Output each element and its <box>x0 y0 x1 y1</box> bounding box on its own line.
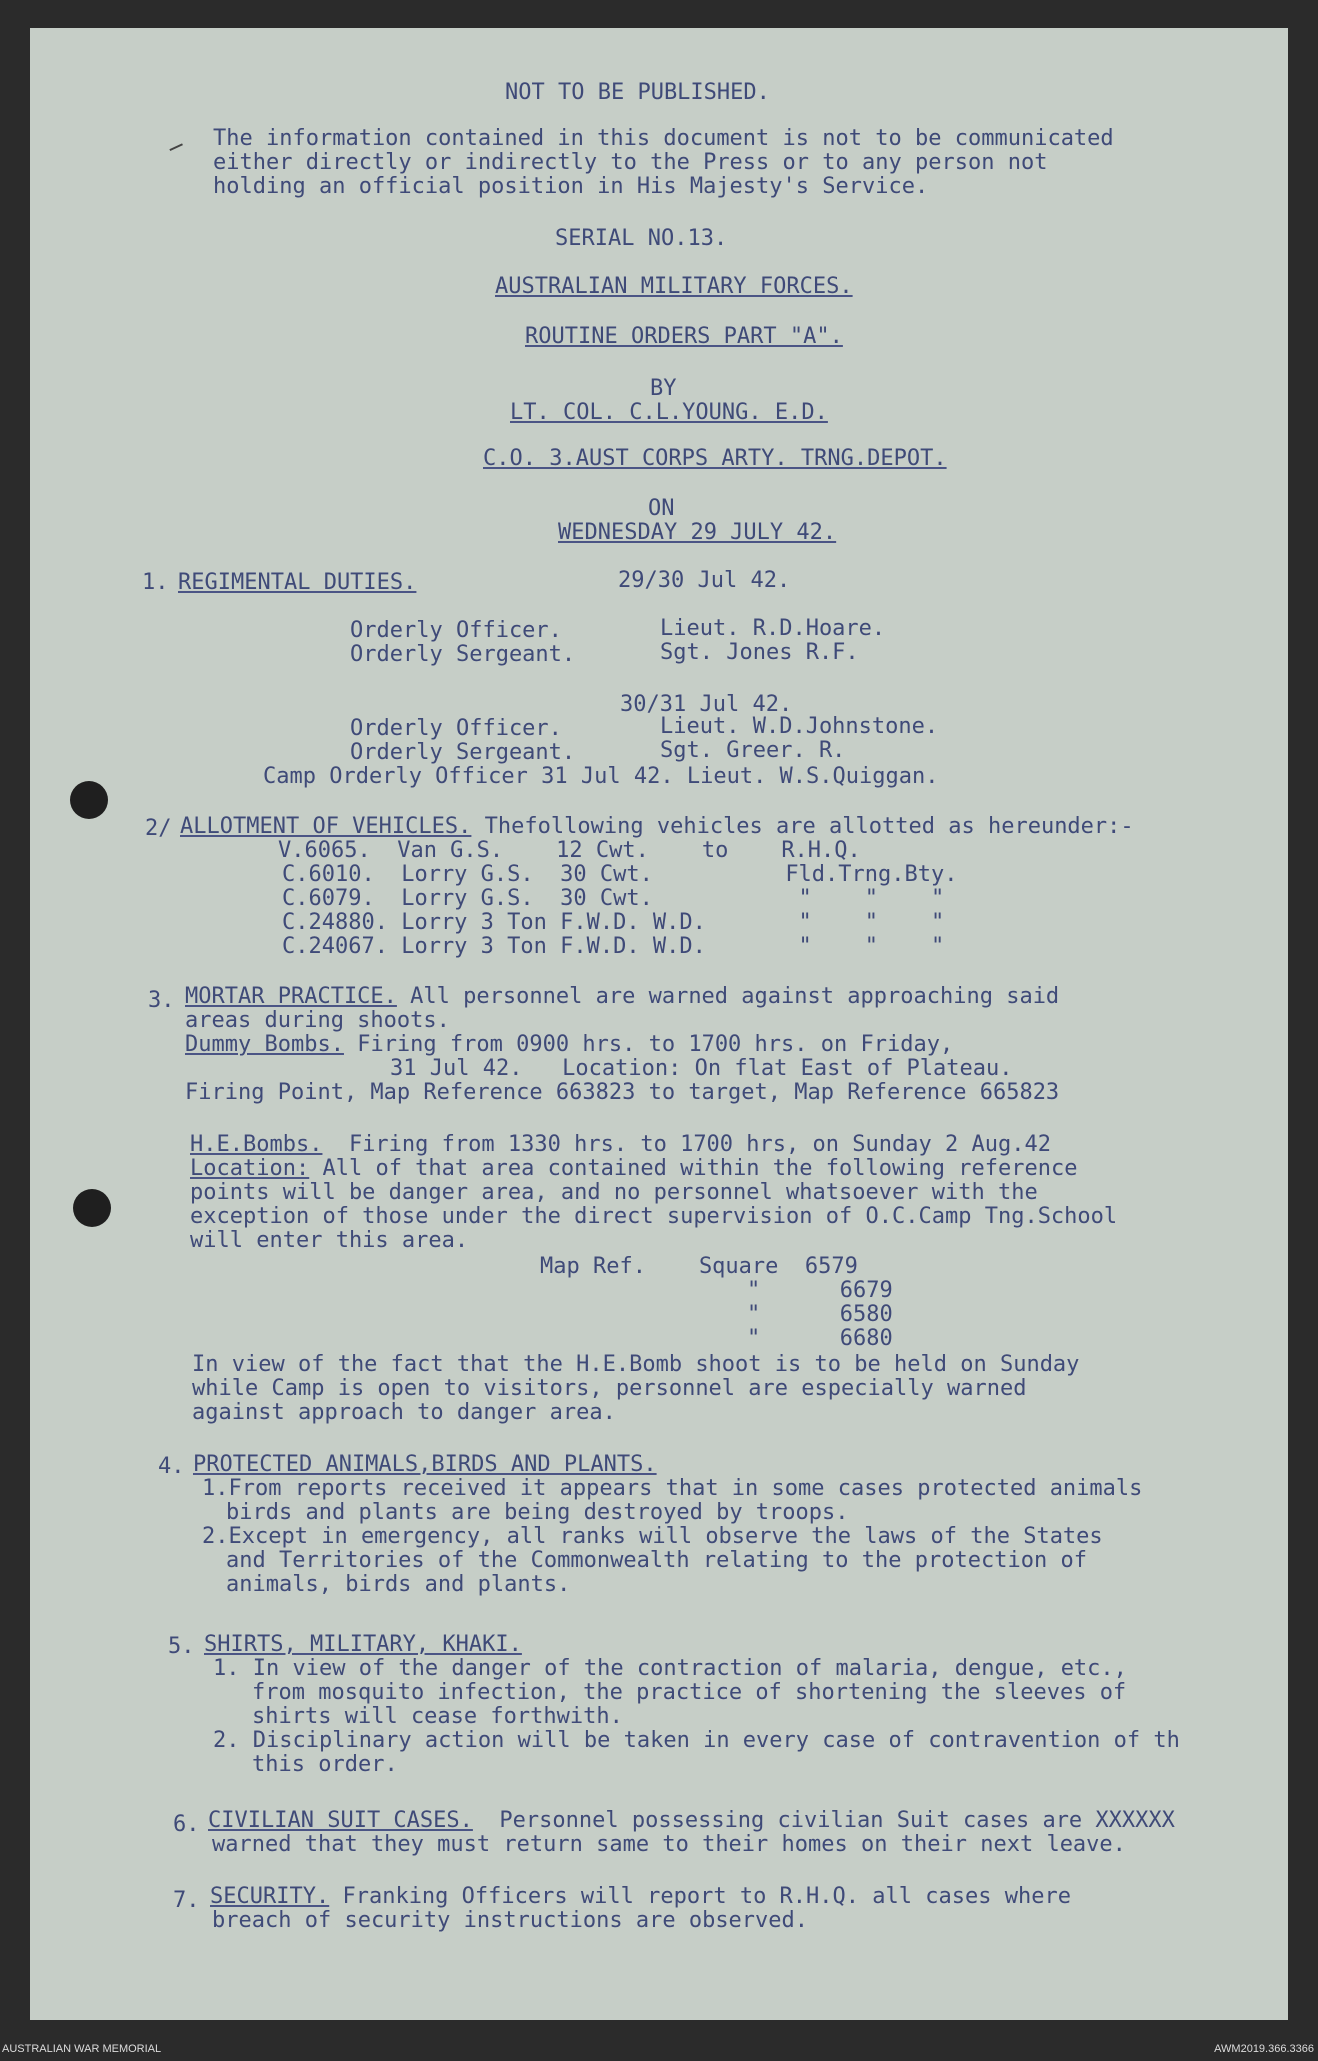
footer-reference: AWM2019.366.3366 <box>1214 2043 1314 2055</box>
square-2: " 6679 <box>747 1278 893 1303</box>
item-1-oo-name-2: Lieut. W.D.Johnstone. <box>660 714 939 739</box>
pen-mark <box>169 143 184 154</box>
view-text-1: In view of the fact that the H.E.Bomb shoot is to be held on Sunday <box>192 1352 1080 1377</box>
item-3-intro: All personnel are warned against approaching said <box>396 984 1060 1009</box>
item-1-title: REGIMENTAL DUTIES. <box>178 570 417 595</box>
header-not-published: NOT TO BE PUBLISHED. <box>505 80 770 105</box>
item-3-number: 3. <box>148 988 175 1013</box>
on-label: ON <box>648 496 675 521</box>
he-bombs-text: Firing from 1330 hrs. to 1700 hrs, on Sunday 2 Aug.42 <box>322 1132 1051 1157</box>
item-7-heading <box>210 1884 1071 1909</box>
item-1-date-1: 29/30 Jul 42. <box>618 568 791 593</box>
item-5-line-2: from mosquito infection, the practice of shortening the sleeves of <box>252 1680 1127 1705</box>
square-3: " 6580 <box>747 1302 893 1327</box>
item-4-line-3: 2.Except in emergency, all ranks will observe the laws of the States <box>202 1524 1103 1549</box>
item-4-line-4: and Territories of the Commonwealth relating to the protection of <box>226 1548 1087 1573</box>
location-text: All of that area contained within the following reference <box>309 1156 1078 1181</box>
punch-hole <box>73 1189 111 1227</box>
vehicle-row: C.6010. Lorry G.S. 30 Cwt. Fld.Trng.Bty. <box>282 862 958 887</box>
item-2-heading <box>180 814 1134 839</box>
location-text-3: exception of those under the direct supervision of O.C.Camp Tng.School <box>190 1204 1118 1229</box>
item-1-number: 1. <box>142 570 169 595</box>
item-6-number: 6. <box>173 1812 200 1837</box>
item-4-line-5: animals, birds and plants. <box>226 1572 571 1597</box>
dummy-bombs-label: Dummy Bombs. <box>185 1032 344 1057</box>
force-title: AUSTRALIAN MILITARY FORCES. <box>495 274 853 299</box>
vehicle-row: C.24067. Lorry 3 Ton F.W.D. W.D. " " " <box>282 934 945 959</box>
item-4-line-2: birds and plants are being destroyed by troops. <box>226 1500 849 1525</box>
view-text-2: while Camp is open to visitors, personnel are especially warned <box>192 1376 1027 1401</box>
by-label: BY <box>650 376 677 401</box>
item-3-title: MORTAR PRACTICE. <box>185 984 397 1009</box>
item-3-location <box>190 1156 1077 1181</box>
officer-name: LT. COL. C.L.YOUNG. E.D. <box>510 400 828 425</box>
vehicle-row: C.24880. Lorry 3 Ton F.W.D. W.D. " " " <box>282 910 945 935</box>
item-2-title: ALLOTMENT OF VEHICLES. <box>180 814 472 839</box>
item-5-line-4: 2. Disciplinary action will be taken in every case of contravention of th <box>213 1728 1180 1753</box>
vehicle-row: C.6079. Lorry G.S. 30 Cwt. " " " <box>282 886 945 911</box>
document-page <box>30 28 1288 2020</box>
unit-name: C.O. 3.AUST CORPS ARTY. TRNG.DEPOT. <box>483 446 947 471</box>
item-5-line-3: shirts will cease forthwith. <box>252 1704 623 1729</box>
notice-line-3: holding an official position in His Majesty's Service. <box>213 174 929 199</box>
item-7-title: SECURITY. <box>210 1884 330 1909</box>
item-5-number: 5. <box>168 1634 195 1659</box>
item-2-intro: Thefollowing vehicles are allotted as hereunder:- <box>471 814 1134 839</box>
item-1-os-name-1: Sgt. Jones R.F. <box>660 640 859 665</box>
item-4-number: 4. <box>158 1454 185 1479</box>
item-3-dummy <box>185 1032 953 1057</box>
item-4-line-1: 1.From reports received it appears that in some cases protected animals <box>202 1476 1143 1501</box>
item-1-os-label-2: Orderly Sergeant. <box>350 740 576 765</box>
map-ref-square: Map Ref. Square 6579 <box>540 1254 858 1279</box>
vehicle-row: V.6065. Van G.S. 12 Cwt. to R.H.Q. <box>278 838 861 863</box>
item-6-title: CIVILIAN SUIT CASES. <box>208 1808 473 1833</box>
item-6-text: Personnel possessing civilian Suit cases are XXXXXX <box>472 1808 1175 1833</box>
item-1-camp-officer: Camp Orderly Officer 31 Jul 42. Lieut. W.S.Quiggan. <box>263 764 939 789</box>
footer-source: AUSTRALIAN WAR MEMORIAL <box>2 2043 162 2055</box>
item-4-title: PROTECTED ANIMALS,BIRDS AND PLANTS. <box>193 1452 657 1477</box>
item-6-heading <box>208 1808 1175 1833</box>
item-5-line-1: 1. In view of the danger of the contraction of malaria, dengue, etc., <box>213 1656 1127 1681</box>
serial-number: SERIAL NO.13. <box>555 226 728 251</box>
location-text-2: points will be danger area, and no personnel whatsoever with the <box>190 1180 1038 1205</box>
item-7-text-2: breach of security instructions are observed. <box>212 1908 809 1933</box>
item-6-text-2: warned that they must return same to their homes on their next leave. <box>212 1832 1126 1857</box>
dummy-bombs-text: Firing from 0900 hrs. to 1700 hrs. on Friday, <box>343 1032 954 1057</box>
item-5-line-5: this order. <box>252 1752 398 1777</box>
notice-line-2: either directly or indirectly to the Press or to any person not <box>213 150 1048 175</box>
item-1-date-2: 30/31 Jul 42. <box>620 692 793 717</box>
item-1-oo-label-1: Orderly Officer. <box>350 618 562 643</box>
notice-line-1: The information contained in this document is not to be communicated <box>213 126 1114 151</box>
item-3-intro-2: areas during shoots. <box>185 1008 450 1033</box>
orders-title: ROUTINE ORDERS PART "A". <box>525 324 843 349</box>
item-1-oo-label-2: Orderly Officer. <box>350 716 562 741</box>
square-4: " 6680 <box>747 1326 893 1351</box>
location-text-4: will enter this area. <box>190 1228 469 1253</box>
item-2-number: 2/ <box>145 816 172 841</box>
view-text-3: against approach to danger area. <box>192 1400 616 1425</box>
order-date: WEDNESDAY 29 JULY 42. <box>558 520 837 545</box>
item-1-os-label-1: Orderly Sergeant. <box>350 642 576 667</box>
item-5-title: SHIRTS, MILITARY, KHAKI. <box>204 1632 522 1657</box>
punch-hole <box>70 781 108 819</box>
item-1-os-name-2: Sgt. Greer. R. <box>660 738 846 763</box>
location-label: Location: <box>190 1156 310 1181</box>
dummy-bombs-text-2: 31 Jul 42. Location: On flat East of Plateau. <box>390 1056 1013 1081</box>
he-bombs-label: H.E.Bombs. <box>190 1132 323 1157</box>
item-7-number: 7. <box>173 1888 200 1913</box>
firing-point: Firing Point, Map Reference 663823 to target, Map Reference 665823 <box>185 1080 1060 1105</box>
item-7-text: Franking Officers will report to R.H.Q. all cases where <box>329 1884 1071 1909</box>
item-3-heading <box>185 984 1059 1009</box>
item-1-oo-name-1: Lieut. R.D.Hoare. <box>660 616 886 641</box>
item-3-he <box>190 1132 1051 1157</box>
